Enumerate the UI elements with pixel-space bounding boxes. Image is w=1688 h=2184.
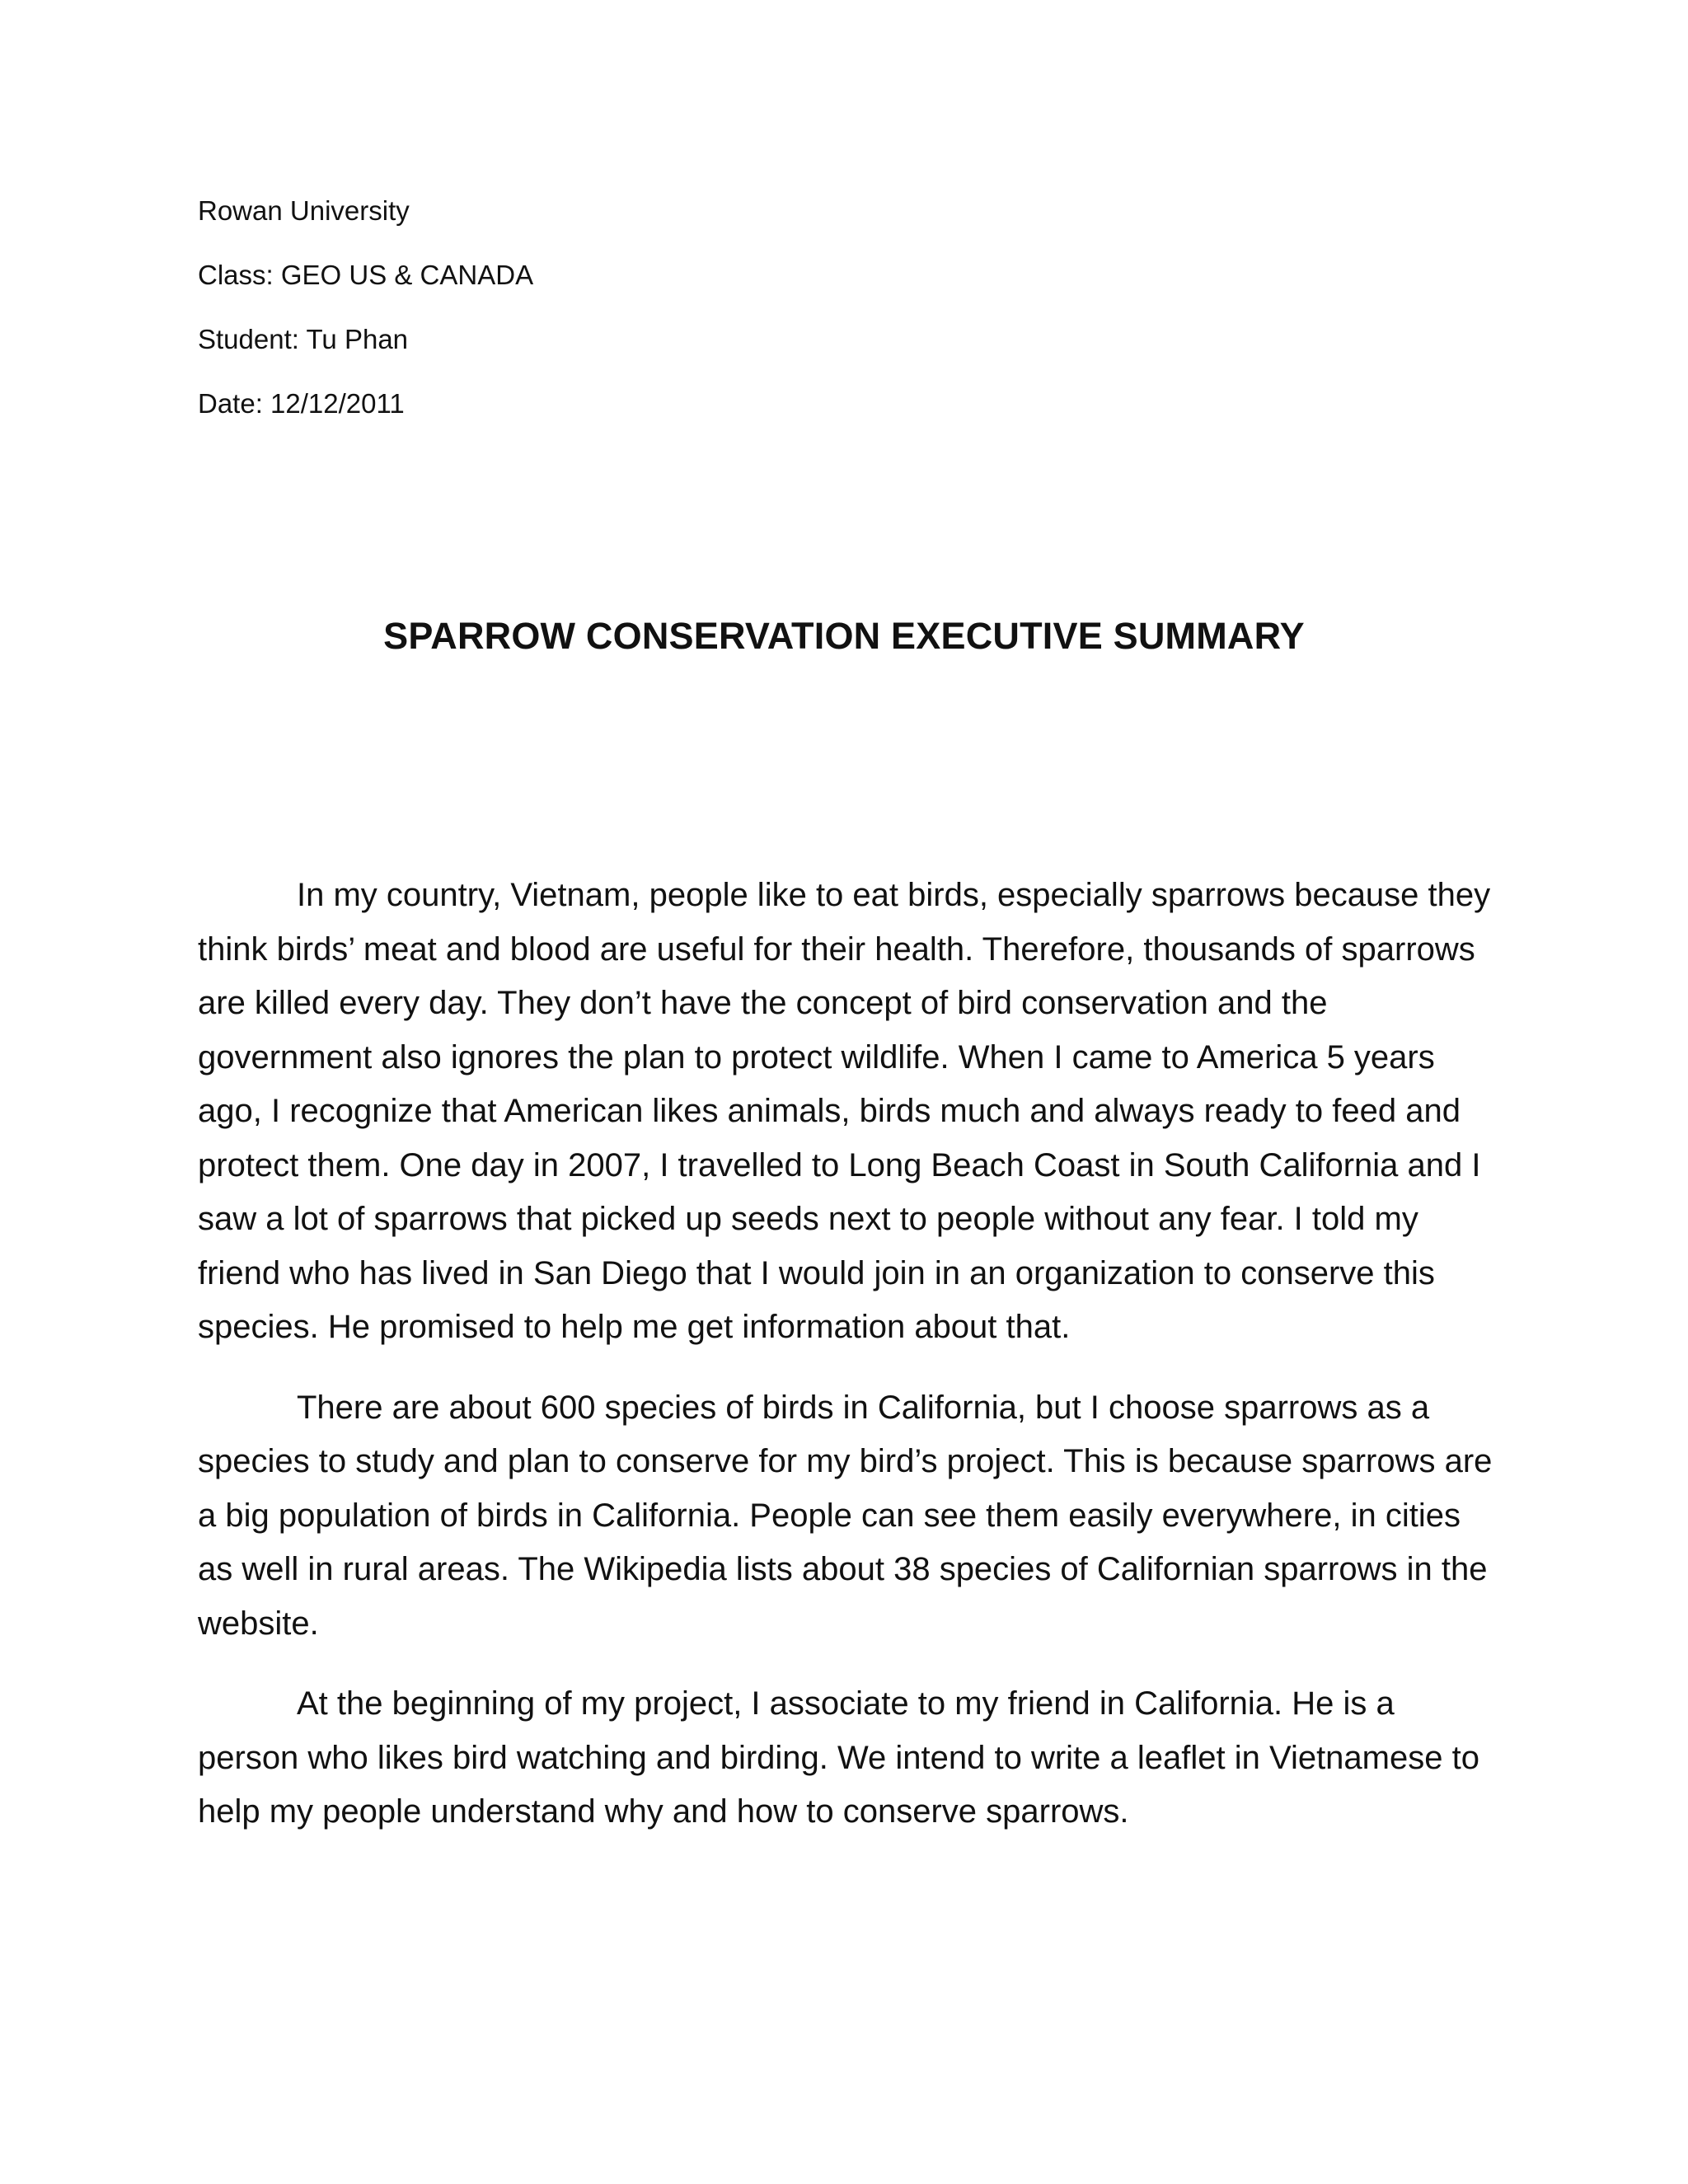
document-body [198,869,1500,1866]
student-line: Student: Tu Phan [198,324,409,354]
university-line: Rowan University [198,195,410,226]
body-paragraph-2: There are about 600 species of birds in California, but I choose sparrows as a species to study and plan to conserve for my bird’s project. This is because sparrows are a big population of birds in California. People can see them easily everywhere, in cities as well in rural areas. The Wikipedia lists about 38 species of Californian sparrows in the website. [198,1389,1493,1642]
class-line: Class: GEO US & CANADA [198,260,534,290]
body-paragraph-3: At the beginning of my project, I associate to my friend in California. He is a person who likes bird watching and birding. We intend to write a leaflet in Vietnamese to help my people understand why and how to conserve sparrows. [198,1685,1479,1830]
body-paragraph-1: In my country, Vietnam, people like to eat birds, especially sparrows because they think birds’ meat and blood are useful for their health. Therefore, thousands of sparrows are killed every day. They don’t have the concept of bird conservation and the government also ignores the plan to protect wildlife. When I came to America 5 years ago, I recognize that American likes animals, birds much and always ready to feed and protect them. One day in 2007, I travelled to Long Beach Coast in South California and I saw a lot of sparrows that picked up seeds next to people without any fear. I told my friend who has lived in San Diego that I would join in an organization to conserve this species. He promised to help me get information about that. [198,877,1491,1345]
date-line: Date: 12/12/2011 [198,388,405,419]
document-title: SPARROW CONSERVATION EXECUTIVE SUMMARY [383,615,1305,657]
document-header [198,194,533,452]
